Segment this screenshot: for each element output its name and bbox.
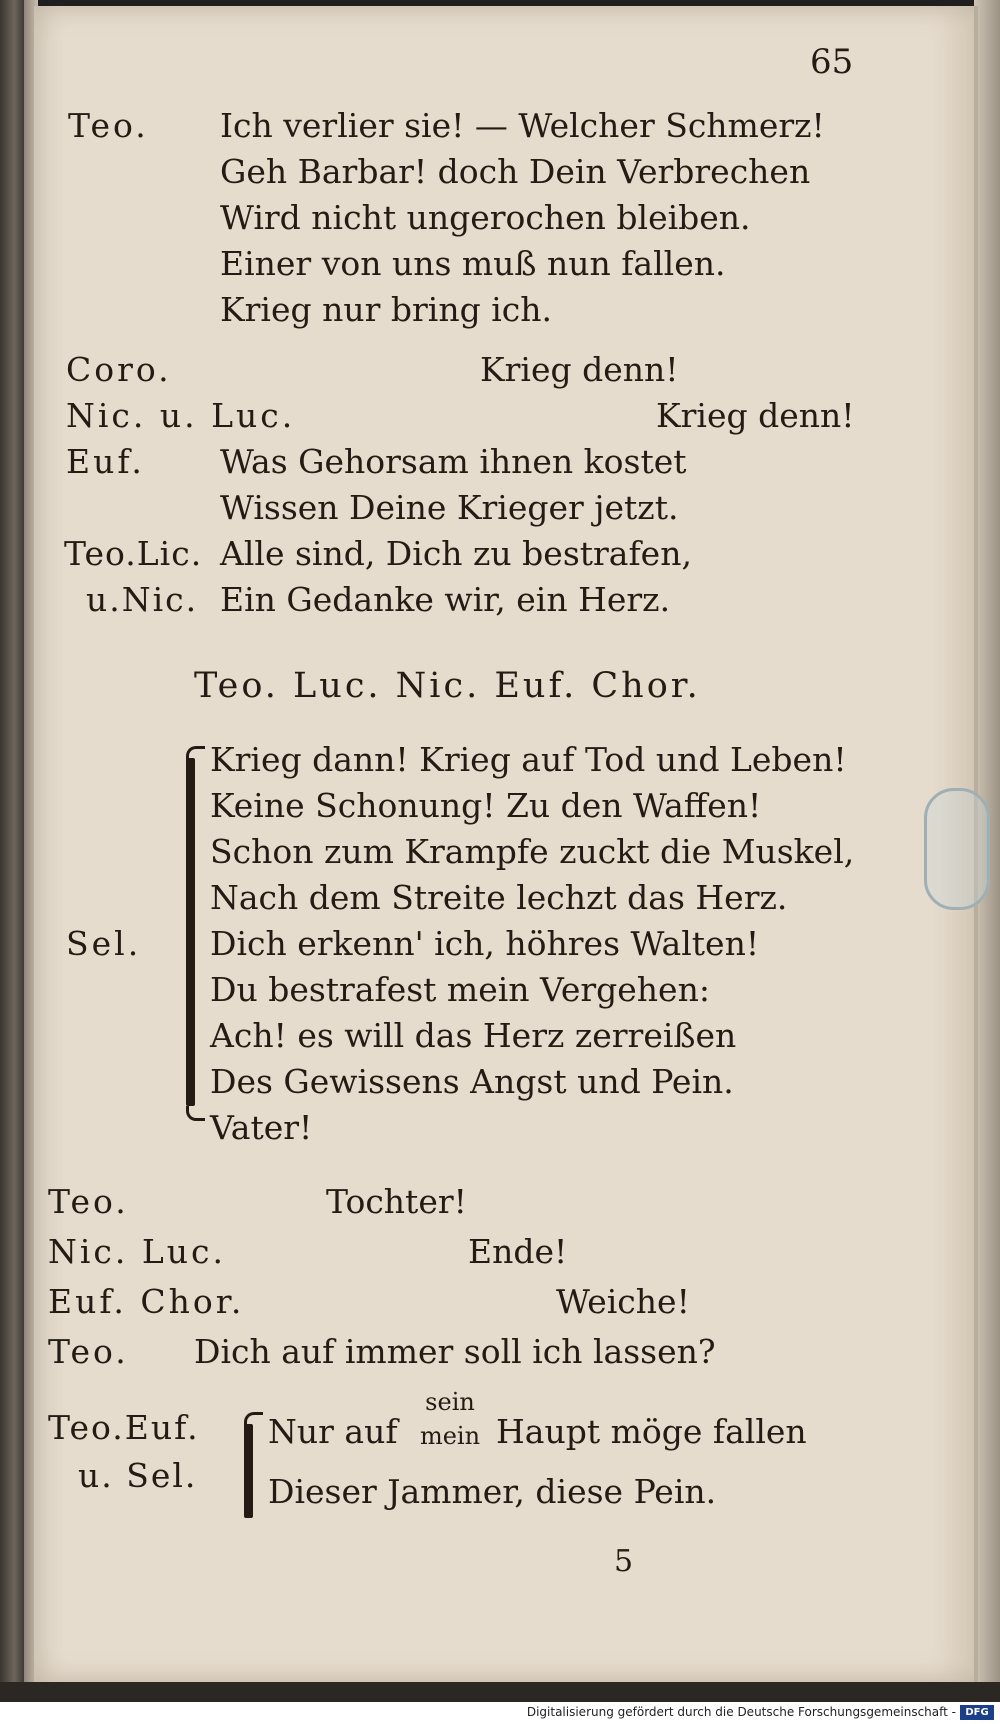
verse-line: Krieg denn! [480, 350, 679, 389]
speaker-label: Teo. [48, 1182, 129, 1221]
verse-line: Weiche! [556, 1282, 690, 1321]
verse-line: Krieg denn! [656, 396, 855, 435]
book-binding [0, 0, 24, 1724]
verse-line: Schon zum Krampfe zuckt die Muskel, [210, 832, 855, 871]
verse-line: Du bestrafest mein Vergehen: [210, 970, 710, 1009]
verse-line: Vater! [210, 1108, 313, 1147]
verse-line: Einer von uns muß nun fallen. [220, 244, 726, 283]
verse-line: Nach dem Streite lechzt das Herz. [210, 878, 788, 917]
speaker-label: Coro. [66, 350, 172, 389]
speaker-label: Euf. Chor. [48, 1282, 245, 1321]
page-number: 65 [810, 42, 854, 82]
speaker-label: Teo.Lic. [64, 534, 203, 573]
ensemble-heading: Teo. Luc. Nic. Euf. Chor. [194, 666, 701, 706]
digitization-footer [0, 1702, 1000, 1724]
dfg-logo: DFG [960, 1705, 994, 1720]
verse-line: Dich auf immer soll ich lassen? [194, 1332, 716, 1371]
bracket-line [244, 1424, 253, 1518]
signature-mark: 5 [614, 1544, 634, 1579]
verse-line: Keine Schonung! Zu den Waffen! [210, 786, 762, 825]
verse-line: Ende! [468, 1232, 568, 1271]
brace-bottom [186, 1106, 205, 1121]
verse-line: Ich verlier sie! — Welcher Schmerz! [220, 106, 825, 145]
verse-line: Alle sind, Dich zu bestrafen, [220, 534, 692, 573]
speaker-label: u.Nic. [86, 580, 199, 619]
verse-line: Ach! es will das Herz zerreißen [210, 1016, 737, 1055]
verse-line: Dieser Jammer, diese Pein. [268, 1472, 717, 1511]
verse-line: Dich erkenn' ich, höhres Walten! [210, 924, 760, 963]
verse-line: Nur auf [268, 1412, 398, 1451]
verse-line: Was Gehorsam ihnen kostet [220, 442, 687, 481]
speaker-label: Nic. Luc. [48, 1232, 227, 1271]
speaker-label: Sel. [66, 924, 142, 963]
speaker-label: Teo. [48, 1332, 129, 1371]
verse-line: Ein Gedanke wir, ein Herz. [220, 580, 671, 619]
verse-line: Wissen Deine Krieger jetzt. [220, 488, 679, 527]
page-clip [924, 788, 990, 910]
alternative-word-top: sein [425, 1388, 475, 1416]
alternative-word-bottom: mein [419, 1422, 481, 1450]
verse-line: Tochter! [326, 1182, 467, 1221]
speaker-label: Teo. [68, 106, 149, 145]
speaker-label: Euf. [66, 442, 145, 481]
verse-line: Wird nicht ungerochen bleiben. [220, 198, 751, 237]
verse-line: Krieg dann! Krieg auf Tod und Leben! [210, 740, 847, 779]
speaker-label: u. Sel. [78, 1456, 198, 1495]
bracket-line [186, 758, 195, 1106]
speaker-label: Nic. u. Luc. [66, 396, 296, 435]
book-page [34, 6, 978, 1682]
speaker-label: Teo.Euf. [48, 1408, 200, 1447]
funding-note: Digitalisierung gefördert durch die Deutsche Forschungsgemeinschaft - [526, 1705, 956, 1719]
verse-line: Geh Barbar! doch Dein Verbrechen [220, 152, 811, 191]
verse-line: Krieg nur bring ich. [220, 290, 552, 329]
verse-line: Haupt möge fallen [496, 1412, 807, 1451]
verse-line: Des Gewissens Angst und Pein. [210, 1062, 734, 1101]
